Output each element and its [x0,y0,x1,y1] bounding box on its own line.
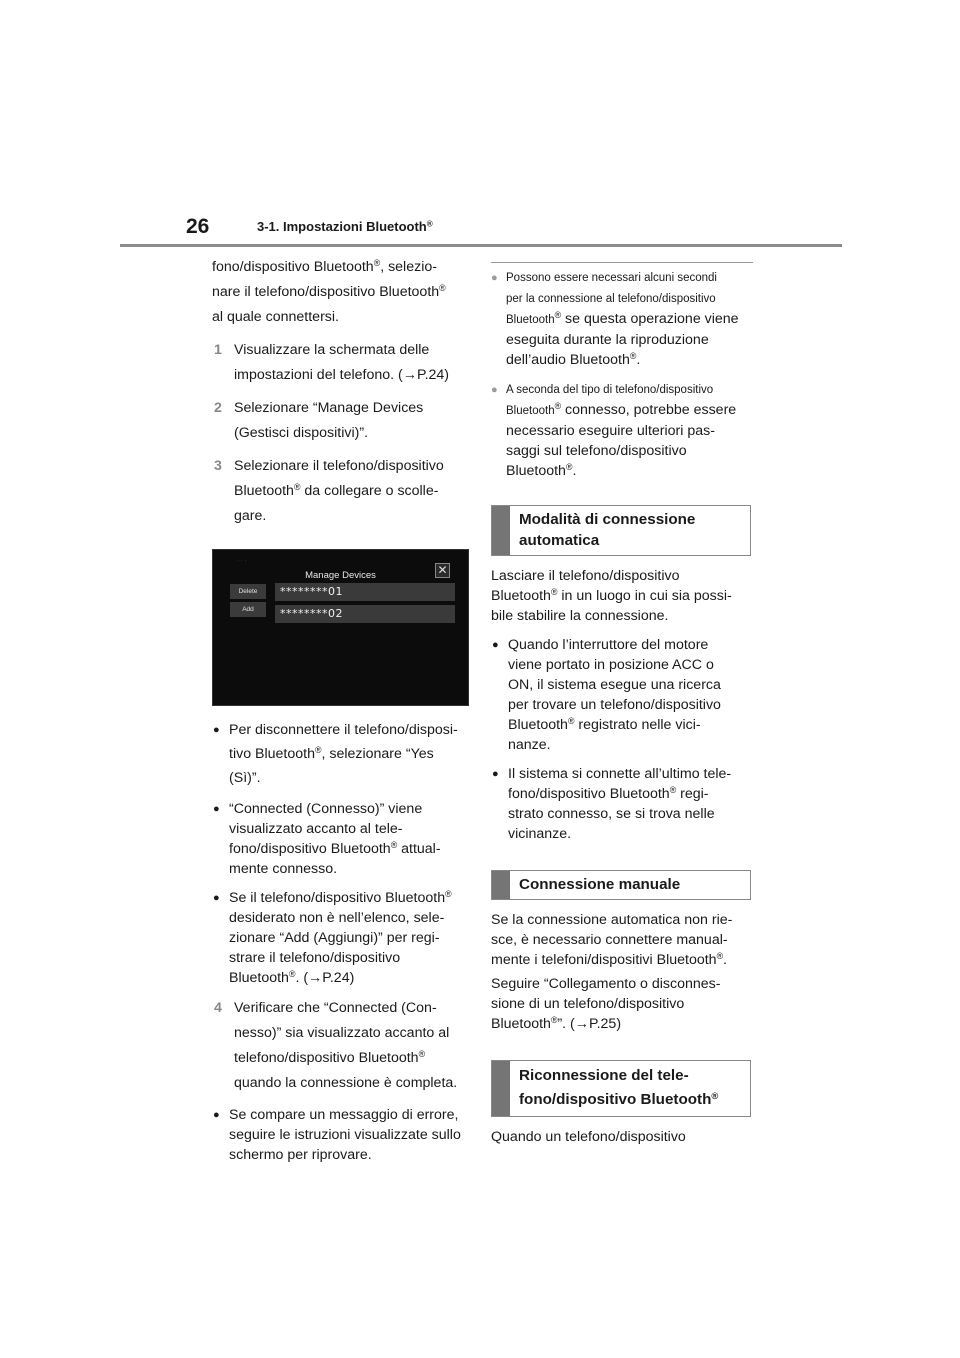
note-steps: ● A seconda del tipo di telefono/dispositivo Bluetooth® connesso, potrebbe essere necessario eseguire ulteriori pas- saggi sul telefono/dispositivo Bluetooth®. [491,379,753,481]
device-item-1[interactable]: ********01 [275,583,455,601]
bullet-icon: ● [213,1109,220,1121]
note-delay: ● Possono essere necessari alcuni secondi per la connessione al telefono/dispositivo Bluetooth® se questa operazione viene eseguita durante la riproduzione dell’audio Bluetooth®. [491,267,753,370]
bullet-auto-last: ● Il sistema si connette all’ultimo tele- fono/dispositivo Bluetooth® regi- strato connesso, se si trova nelle vicinanze. [492,766,732,842]
section-title: 3-1. Impostazioni Bluetooth® [257,219,433,234]
bullet-auto-search: ● Quando l’interruttore del motore viene portato in posizione ACC o ON, il sistema esegue una ricerca per trovare un telefono/dispositivo Bluetooth® registrato nelle vici- nanze. [492,637,721,753]
right-column [491,262,753,1151]
heading-reconnect: Riconnessione del tele- fono/dispositivo Bluetooth® [491,1060,751,1117]
heading-manual-connect: Connessione manuale [491,870,751,900]
bullet-connected: ● “Connected (Connesso)” viene visualizzato accanto al tele- fono/dispositivo Bluetooth® attual- mente connesso. [213,801,441,877]
header-rule [120,244,842,247]
note-bullet-icon: ● [491,272,498,284]
step-2: 2 Selezionare “Manage Devices (Gestisci dispositivi)”. [214,400,424,441]
screen-title: Manage Devices [305,570,376,581]
bullet-icon: ● [492,768,499,780]
manual-connect-para-2: Seguire “Collegamento o disconnes- sione di un telefono/dispositivo Bluetooth®”. (→P.25) [491,976,721,1032]
manage-devices-screenshot [212,549,469,706]
left-column [212,255,472,1165]
add-button[interactable]: Add [230,602,266,617]
page-number: 26 [186,215,210,238]
note-bullet-icon: ● [491,384,498,396]
bullet-error: ● Se compare un messaggio di errore, seguire le istruzioni visualizzate sullo schermo per riprovare. [213,1107,461,1163]
bullet-icon: ● [213,803,220,815]
close-icon[interactable]: ✕ [435,563,450,578]
step-4: 4 Verificare che “Connected (Con- nesso)” sia visualizzato accanto al telefono/dispositivo Bluetooth® quando la connessione è completa. [214,1000,458,1091]
delete-button[interactable]: Delete [230,584,266,599]
bullet-disconnect: ● Per disconnettere il telefono/disposi- tivo Bluetooth®, selezionare “Yes (Sì)”. [212,718,472,790]
bullet-add: ● Se il telefono/dispositivo Bluetooth® desiderato non è nell’elenco, sele- zionare “Add (Aggiungi)” per regi- strare il telefono/dispositivo Bluetooth®. (→P.24) [213,889,452,986]
status-bar: · · · [237,558,247,564]
step-3: 3 Selezionare il telefono/dispositivo Bluetooth® da collegare o scolle- gare. [214,458,444,524]
notes-rule [491,262,753,263]
intro-paragraph: fono/dispositivo Bluetooth®, selezio- nare il telefono/dispositivo Bluetooth® al quale connettersi. [212,258,446,325]
reconnect-intro: Quando un telefono/dispositivo [491,1129,686,1145]
auto-connect-intro: Lasciare il telefono/dispositivo Bluetooth® in un luogo in cui sia possi- bile stabilire la connessione. [491,568,732,624]
bullet-icon: ● [213,724,220,736]
bullet-icon: ● [213,892,220,904]
heading-auto-connect: Modalità di connessione automatica [491,505,751,556]
device-item-2[interactable]: ********02 [275,605,455,623]
manual-connect-para-1: Se la connessione automatica non rie- sce, è necessario connettere manual- mente i telefoni/dispositivi Bluetooth®. [491,912,733,968]
step-1: 1 Visualizzare la schermata delle impostazioni del telefono. (→P.24) [214,342,450,383]
bullet-icon: ● [492,639,499,651]
